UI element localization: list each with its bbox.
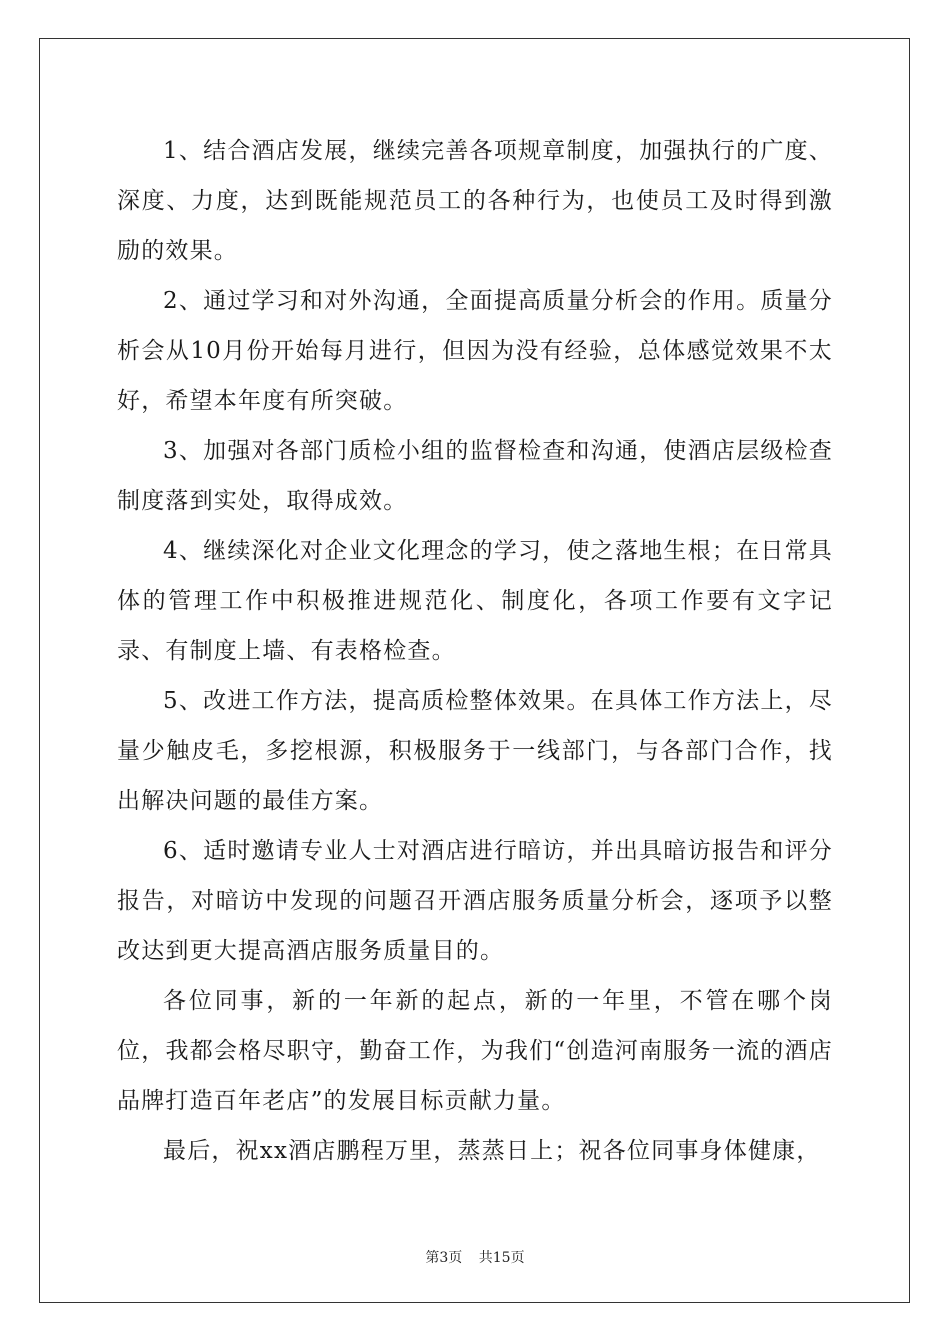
paragraph-1: 1、结合酒店发展，继续完善各项规章制度，加强执行的广度、深度、力度，达到既能规范员工的各种行为，也使员工及时得到激励的效果。 (117, 138, 833, 264)
paragraph-5: 5、改进工作方法，提高质检整体效果。在具体工作方法上，尽量少触皮毛，多挖根源，积极服务于一线部门，与各部门合作，找出解决问题的最佳方案。 (117, 688, 833, 814)
paragraph-4: 4、继续深化对企业文化理念的学习，使之落地生根；在日常具体的管理工作中积极推进规范化、制度化，各项工作要有文字记录、有制度上墙、有表格检查。 (117, 538, 833, 664)
paragraph-8: 最后，祝xx酒店鹏程万里，蒸蒸日上；祝各位同事身体健康， (163, 1138, 821, 1164)
page-total: 共15页 (478, 1250, 525, 1266)
paragraph-7: 各位同事，新的一年新的起点，新的一年里，不管在哪个岗位，我都会格尽职守，勤奋工作，为我们“创造河南服务一流的酒店品牌打造百年老店”的发展目标贡献力量。 (117, 988, 833, 1114)
paragraph-6: 6、适时邀请专业人士对酒店进行暗访，并出具暗访报告和评分报告，对暗访中发现的问题召开酒店服务质量分析会，逐项予以整改达到更大提高酒店服务质量目的。 (117, 838, 833, 964)
page-footer (0, 1248, 950, 1268)
paragraph-2: 2、通过学习和对外沟通，全面提高质量分析会的作用。质量分析会从10月份开始每月进行，但因为没有经验，总体感觉效果不太好，希望本年度有所突破。 (117, 288, 833, 414)
paragraph-3: 3、加强对各部门质检小组的监督检查和沟通，使酒店层级检查制度落到实处，取得成效。 (117, 438, 833, 514)
document-body (117, 126, 833, 1176)
page-number: 第3页 (425, 1250, 463, 1266)
